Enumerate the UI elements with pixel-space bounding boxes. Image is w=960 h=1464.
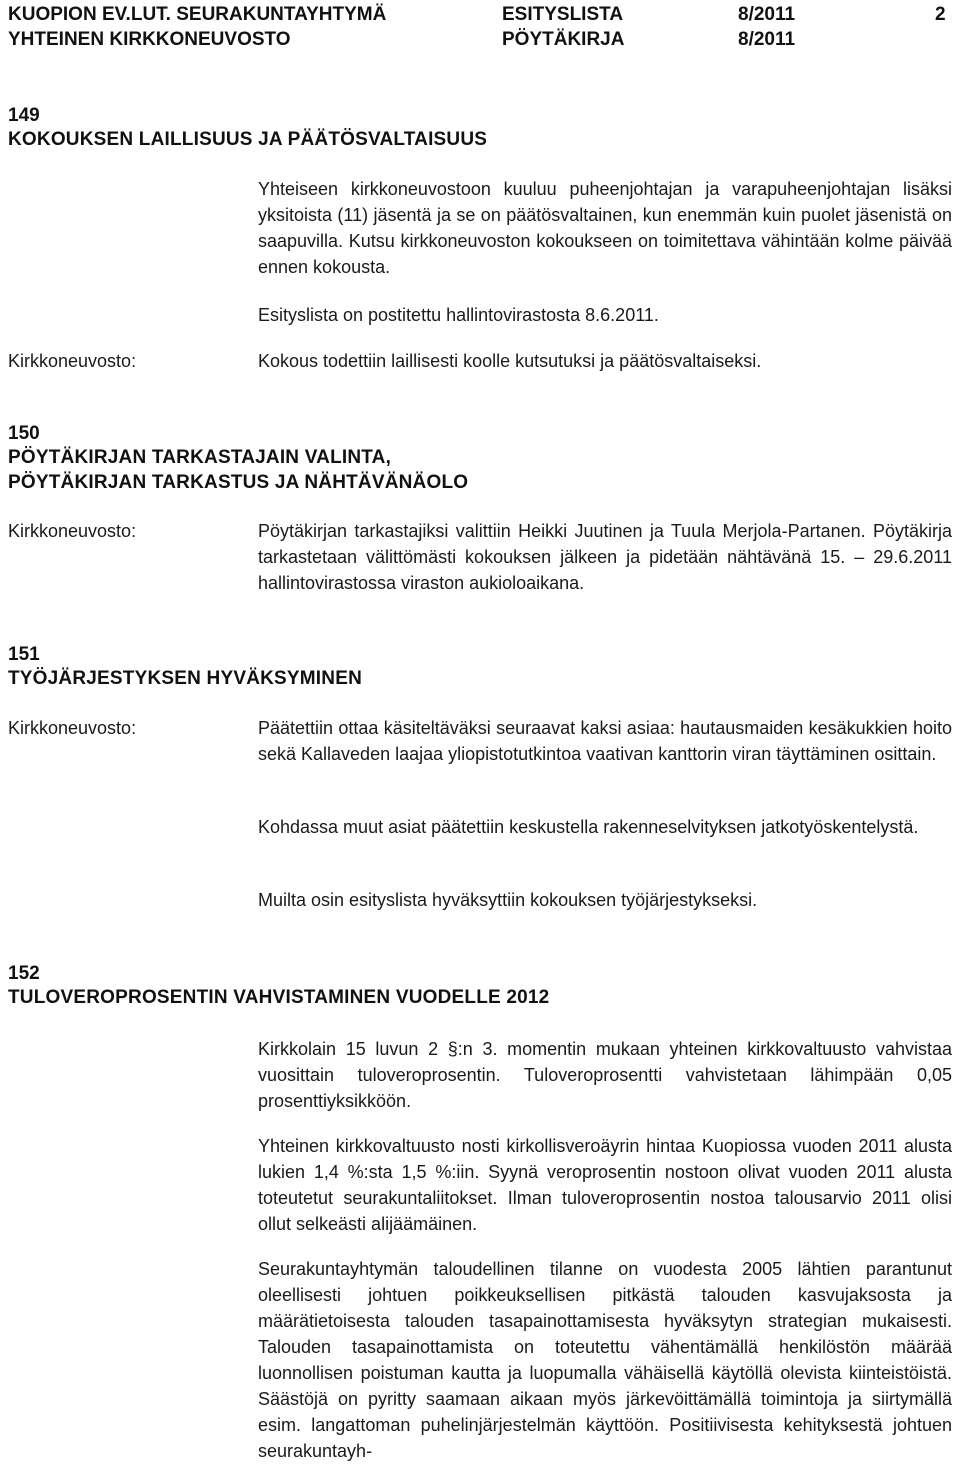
decision-text: Muilta osin esityslista hyväksyttiin kokouksen työjärjestykseksi. bbox=[258, 890, 758, 910]
decision-text: Päätettiin ottaa käsiteltäväksi seuraavat kaksi asiaa: hautausmaiden kesäkukkien hoito sekä Kallaveden laajaa yliopistotutkintoa vaativan kanttorin viran täyttäminen osittain. bbox=[258, 718, 952, 764]
section-title: TULOVEROPROSENTIN VAHVISTAMINEN VUODELLE 2012 bbox=[8, 987, 550, 1008]
decision-text: Kohdassa muut asiat päätettiin keskustella rakenneselvityksen jatkotyöskentelystä. bbox=[258, 817, 919, 837]
section-paragraph: Yhteiseen kirkkoneuvostoon kuuluu puheenjohtajan ja varapuheenjohtajan lisäksi yksitoista (11) jäsentä ja se on päätösvaltainen, kun enemmän kuin puolet jäsenistä on saapuvilla. Kutsu kirkkoneuvoston kokoukseen on toimitettava vähintään kolme päivää ennen kokousta. bbox=[258, 179, 952, 277]
doc-type-agenda: ESITYSLISTA bbox=[502, 4, 624, 25]
section-number: 150 bbox=[8, 423, 40, 444]
section-number: 151 bbox=[8, 644, 40, 665]
council-name: YHTEINEN KIRKKONEUVOSTO bbox=[8, 29, 291, 50]
section-paragraph: Kirkkolain 15 luvun 2 §:n 3. momentin mukaan yhteinen kirkkovaltuusto vahvistaa vuosittain tuloveroprosentin. Tuloveroprosentti vahvistetaan lähimpään 0,05 prosenttiyksikköön. bbox=[258, 1039, 952, 1111]
decision-text: Pöytäkirjan tarkastajiksi valittiin Heikki Juutinen ja Tuula Merjola-Partanen. Pöytäkirja tarkastetaan välittömästi kokouksen jälkeen ja pidetään nähtävänä 15. – 29.6.2011 hallintovirastossa viraston aukioloaikana. bbox=[258, 521, 952, 593]
doc-number-agenda: 8/2011 bbox=[738, 4, 796, 25]
section-title: KOKOUKSEN LAILLISUUS JA PÄÄTÖSVALTAISUUS bbox=[8, 129, 488, 150]
decision-label: Kirkkoneuvosto: bbox=[8, 718, 137, 738]
decision-label: Kirkkoneuvosto: bbox=[8, 351, 137, 371]
section-paragraph: Seurakuntayhtymän taloudellinen tilanne on vuodesta 2005 lähtien parantunut oleellisesti johtuen poikkeuksellisen pitkästä talouden kasvujaksosta ja määrätietoisesta talouden tasapainottamisesta hyväksytyn strategian mukaisesti. Talouden tasapainottamista on toteutettu vähentämällä henkilöstön määrää luonnollisen poistuman kautta ja luopumalla vähäisellä käytöllä olevista kiinteistöistä. Säästöjä on pyritty saamaan aikaan myös järkevöittämällä toimintoja ja siirtymällä esim. langattoman puhelinjärjestelmän käyttöön. Positiivisesta kehityksestä johtuen seurakuntayh- bbox=[258, 1259, 952, 1461]
organization-name: KUOPION EV.LUT. SEURAKUNTAYHTYMÄ bbox=[8, 4, 387, 25]
section-number: 149 bbox=[8, 105, 40, 126]
doc-number-minutes: 8/2011 bbox=[738, 29, 796, 50]
section-paragraph: Yhteinen kirkkovaltuusto nosti kirkollisveroäyrin hintaa Kuopiossa vuoden 2011 alusta lukien 1,4 %:sta 1,5 %:iin. Syynä veroprosentin nostoon olivat vuoden 2011 alusta toteutetut seurakuntaliitokset. Ilman tuloveroprosentin nostoa talousarvio 2011 olisi ollut selkeästi alijäämäinen. bbox=[258, 1136, 952, 1234]
section-paragraph: Esityslista on postitettu hallintovirastosta 8.6.2011. bbox=[258, 305, 659, 325]
section-number: 152 bbox=[8, 963, 40, 984]
doc-type-minutes: PÖYTÄKIRJA bbox=[502, 29, 625, 50]
section-title: TYÖJÄRJESTYKSEN HYVÄKSYMINEN bbox=[8, 668, 363, 689]
page-number: 2 bbox=[935, 4, 946, 25]
section-title-line: PÖYTÄKIRJAN TARKASTAJAIN VALINTA, bbox=[8, 447, 392, 468]
section-title-line: PÖYTÄKIRJAN TARKASTUS JA NÄHTÄVÄNÄOLO bbox=[8, 472, 469, 493]
decision-text: Kokous todettiin laillisesti koolle kutsutuksi ja päätösvaltaiseksi. bbox=[258, 351, 762, 371]
decision-label: Kirkkoneuvosto: bbox=[8, 521, 137, 541]
